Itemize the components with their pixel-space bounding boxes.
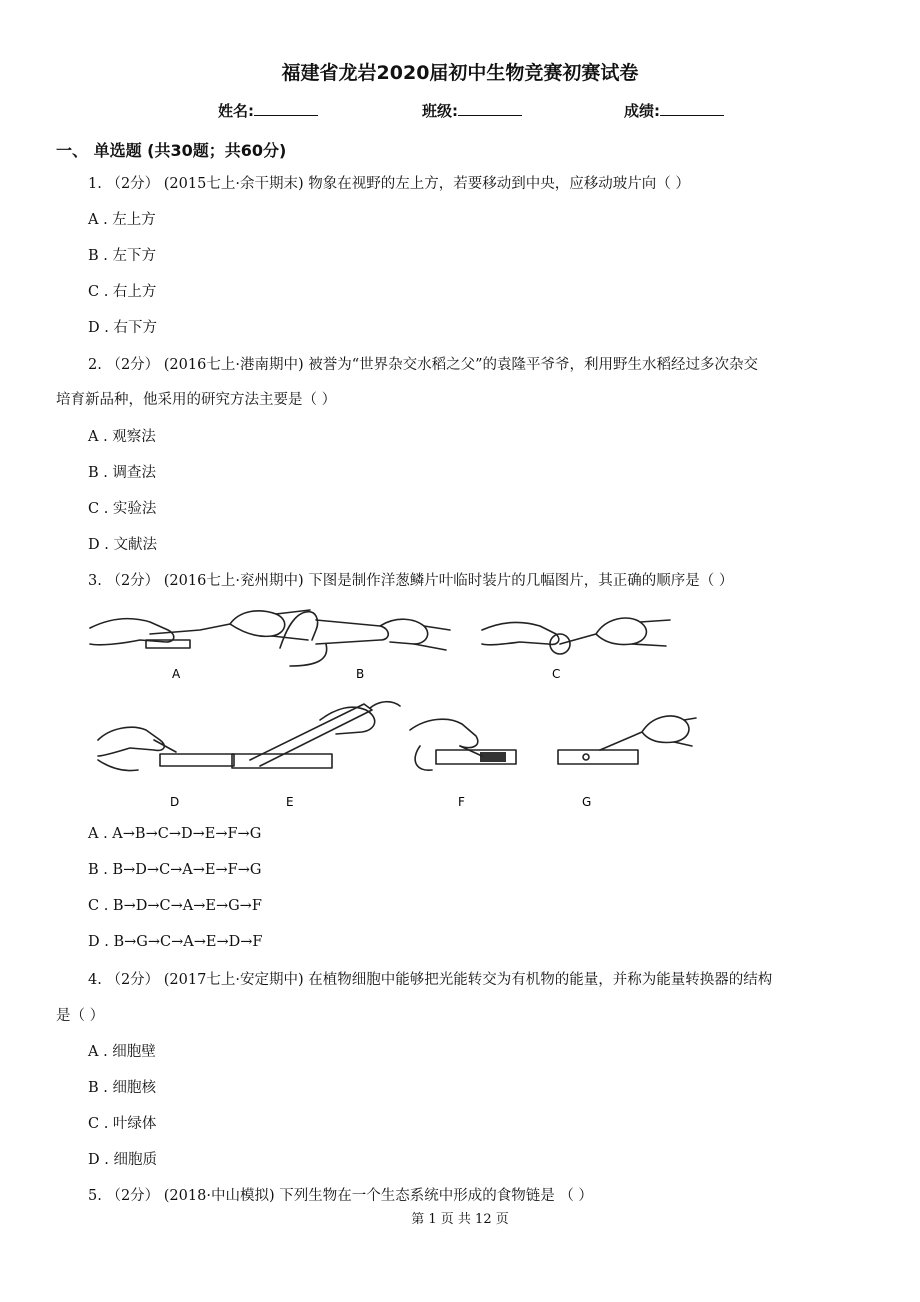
score-label: 成绩: xyxy=(624,102,660,120)
figure-panel-c xyxy=(482,618,670,654)
question-4-option-d: D . 细胞质 xyxy=(88,1152,157,1168)
question-3-option-c: C . B→D→C→A→E→G→F xyxy=(88,898,262,914)
question-2-stem: 2. （2分） (2016七上·港南期中) 被誉为“世界杂交水稻之父”的袁隆平爷爷，利用野生水稻经过多次杂交 xyxy=(88,357,759,373)
score-blank xyxy=(660,101,724,116)
name-blank xyxy=(254,101,318,116)
figure-label-d: D xyxy=(170,795,180,809)
figure-label-f: F xyxy=(458,795,465,809)
name-field xyxy=(218,100,318,121)
figure-label-b: B xyxy=(356,667,365,681)
question-2-option-d: D . 文献法 xyxy=(88,537,157,553)
question-4-option-c: C . 叶绿体 xyxy=(88,1116,157,1132)
figure-label-c: C xyxy=(552,667,561,681)
score-field xyxy=(624,100,724,121)
question-4-option-a: A . 细胞壁 xyxy=(88,1044,156,1060)
class-blank xyxy=(458,101,522,116)
figure-panel-g xyxy=(558,716,696,764)
question-4-stem-cont: 是（ ） xyxy=(56,1008,105,1024)
figure-panel-d xyxy=(98,727,234,770)
figure-panel-b xyxy=(280,612,450,666)
figure-label-a: A xyxy=(172,667,181,681)
question-4-option-b: B . 细胞核 xyxy=(88,1080,156,1096)
figure-panel-f xyxy=(410,719,516,770)
question-3-option-b: B . B→D→C→A→E→F→G xyxy=(88,862,262,878)
figure-label-e: E xyxy=(286,795,294,809)
class-field xyxy=(422,100,522,121)
section-heading: 一、 单选题 (共30题；共60分) xyxy=(56,141,287,160)
question-1-option-d: D . 右下方 xyxy=(88,320,157,336)
question-2-option-c: C . 实验法 xyxy=(88,501,157,517)
question-1-option-c: C . 右上方 xyxy=(88,284,157,300)
question-3-option-a: A . A→B→C→D→E→F→G xyxy=(88,826,262,842)
figure-label-g: G xyxy=(582,795,592,809)
question-3-option-d: D . B→G→C→A→E→D→F xyxy=(88,934,263,950)
question-2-stem-cont: 培育新品种，他采用的研究方法主要是（ ） xyxy=(56,392,337,408)
class-label: 班级: xyxy=(422,102,458,120)
question-2-option-b: B . 调查法 xyxy=(88,465,156,481)
page-title: 福建省龙岩2020届初中生物竞赛初赛试卷 xyxy=(281,62,639,84)
question-3-figure xyxy=(80,600,700,820)
question-1-stem: 1. （2分） (2015七上·余干期末) 物象在视野的左上方，若要移动到中央，应移动玻片向（ ） xyxy=(88,176,690,192)
figure-panel-a xyxy=(90,610,310,648)
question-3-stem: 3. （2分） (2016七上·兖州期中) 下图是制作洋葱鳞片叶临时装片的几幅图片，其正确的顺序是（ ） xyxy=(88,573,734,589)
question-4-stem: 4. （2分） (2017七上·安定期中) 在植物细胞中能够把光能转交为有机物的能量，并称为能量转换器的结构 xyxy=(88,972,773,988)
question-1-option-b: B . 左下方 xyxy=(88,248,156,264)
question-1-option-a: A . 左上方 xyxy=(88,212,156,228)
question-2-option-a: A . 观察法 xyxy=(88,429,156,445)
page-footer: 第 1 页 共 12 页 xyxy=(411,1212,509,1227)
name-label: 姓名: xyxy=(218,102,254,120)
question-5-stem: 5. （2分） (2018·中山模拟) 下列生物在一个生态系统中形成的食物链是 （ ） xyxy=(88,1188,593,1204)
figure-panel-e xyxy=(232,702,400,768)
